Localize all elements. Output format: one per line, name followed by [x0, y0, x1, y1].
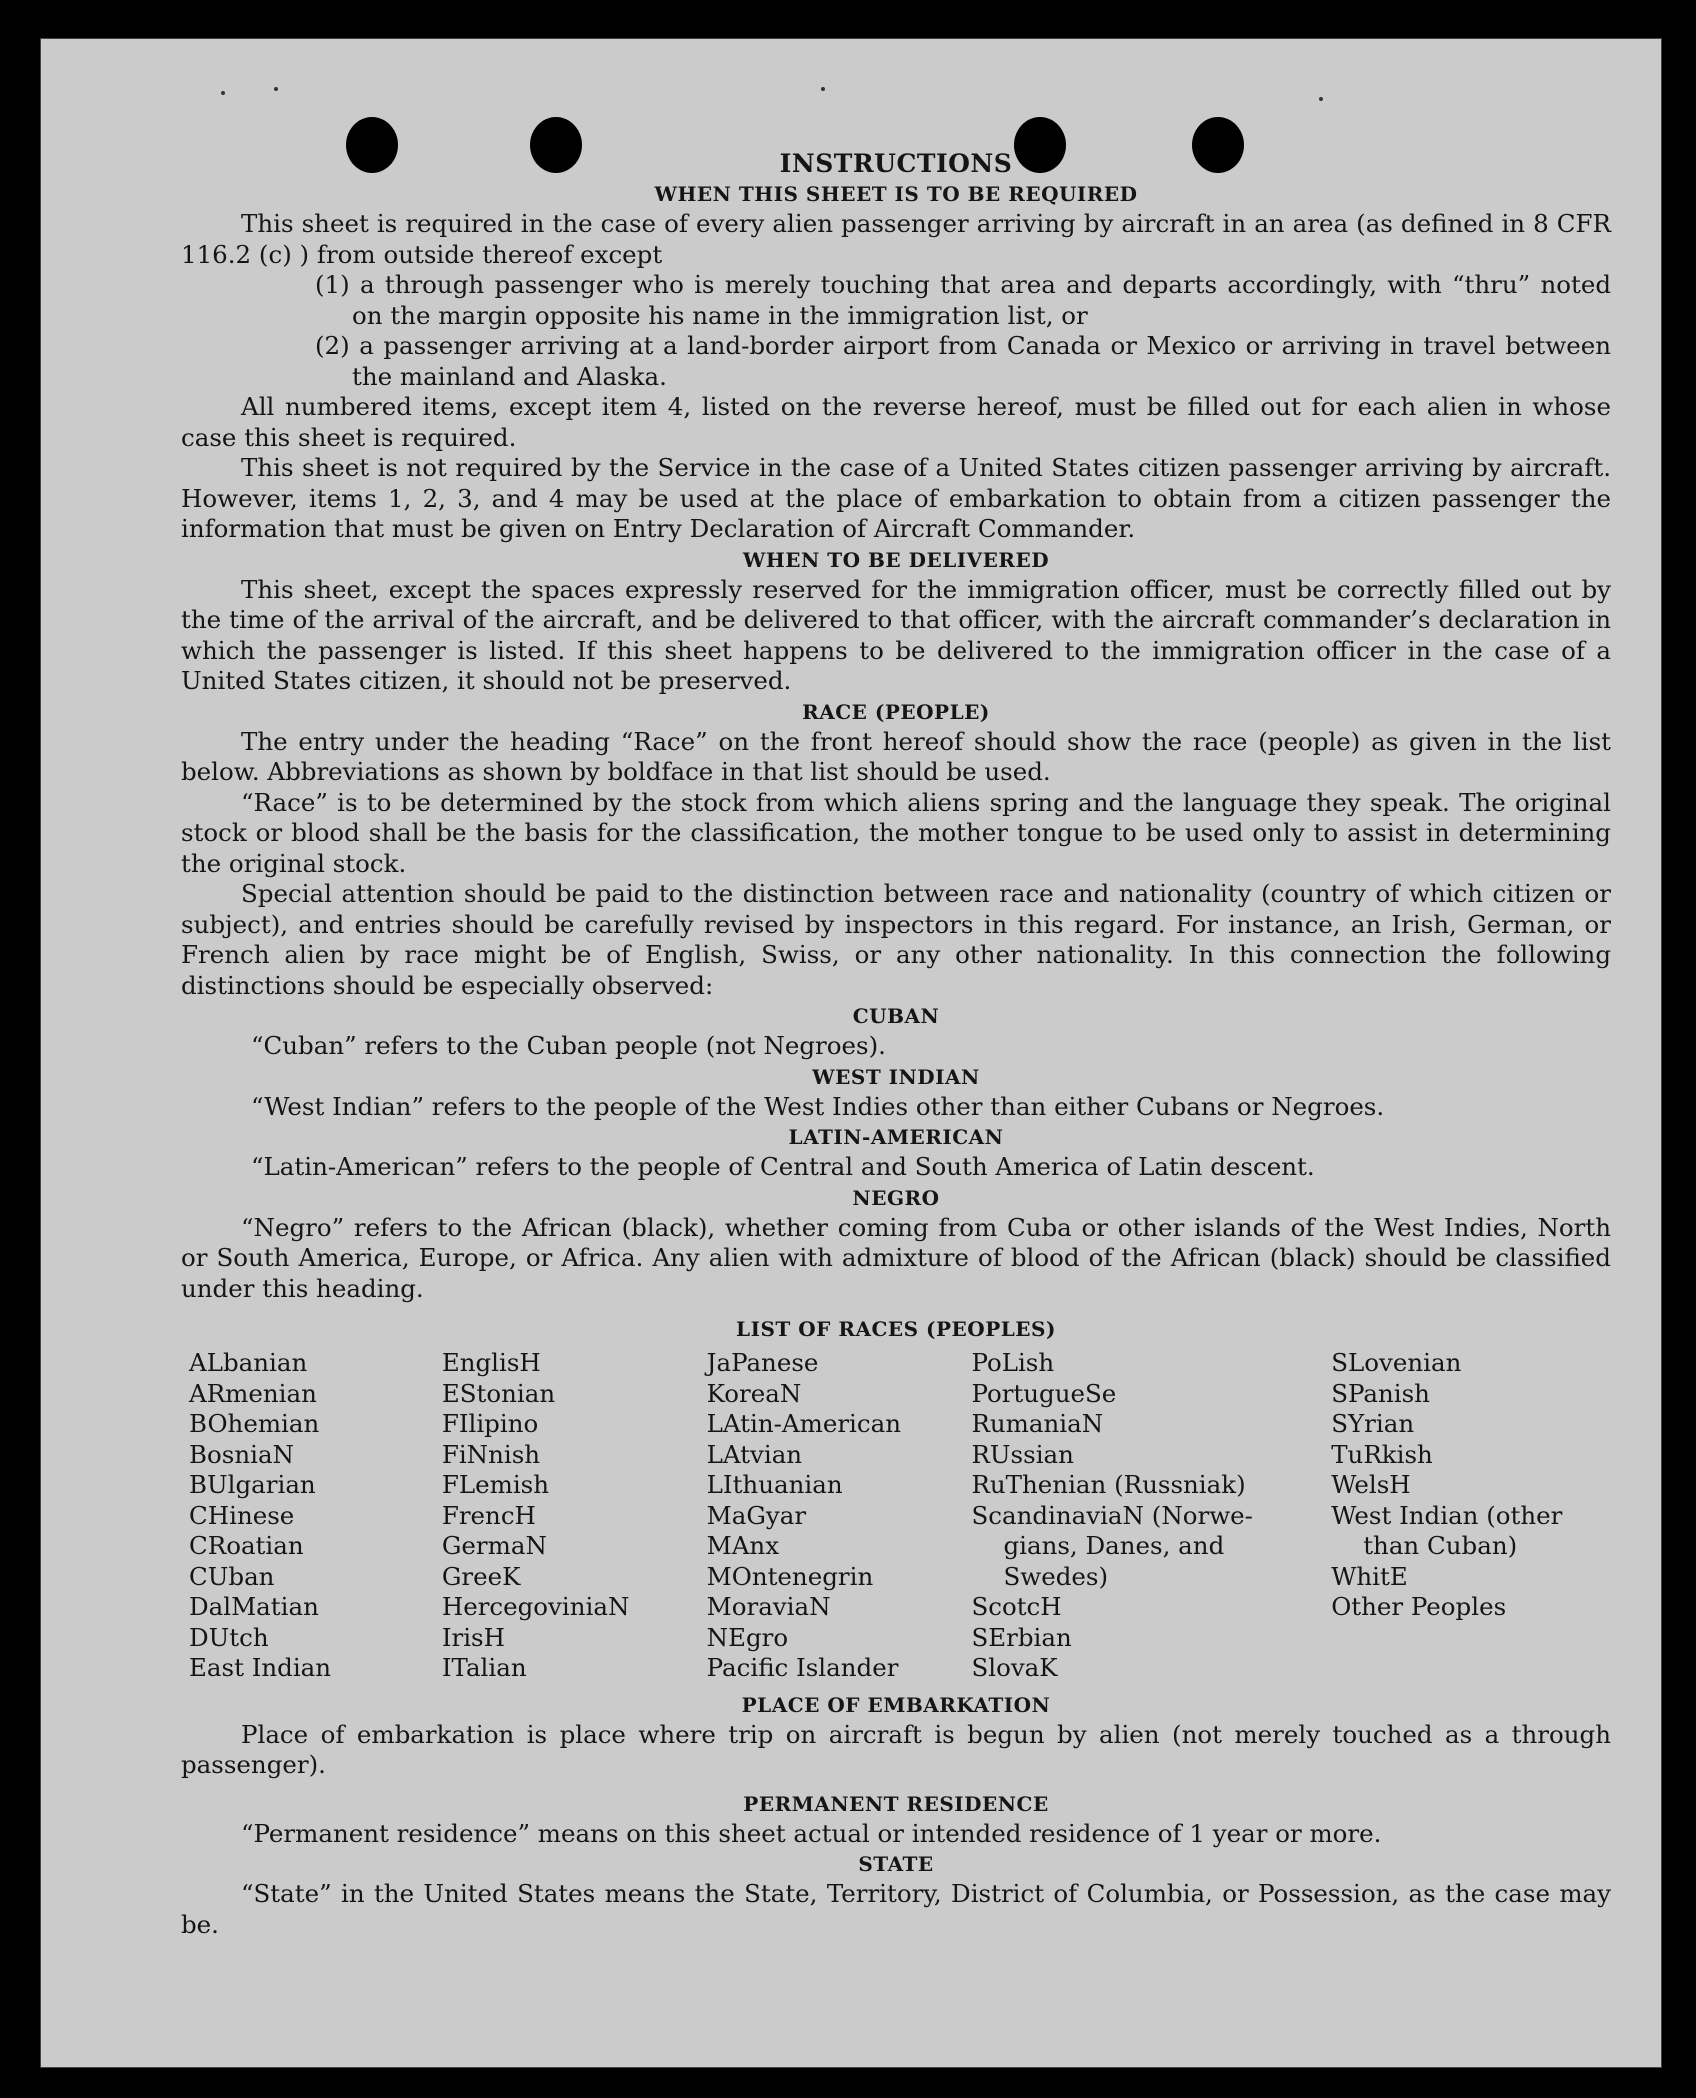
races-column [707, 1348, 972, 1684]
section-heading-races-list: LIST OF RACES (PEOPLES) [736, 1317, 1056, 1341]
definition-text: “West Indian” refers to the people of the West Indies other than either Cubans or Negroes. [251, 1091, 1385, 1121]
page-title: INSTRUCTIONS [779, 149, 1013, 178]
paragraph: All numbered items, except item 4, listed on the reverse hereof, must be filled out for each alien in whose case this sheet is required. [181, 392, 1611, 452]
race-entry: CHinese [189, 1500, 295, 1530]
section-heading-race: RACE (PEOPLE) [802, 699, 990, 724]
definition-text: “Negro” refers to the African (black), whether coming from Cuba or other islands of the West Indies, North or South America, Europe, or Africa. Any alien with admixture of blood of the African (black) should be classified under this heading. [181, 1212, 1611, 1303]
race-entry: Other Peoples [1331, 1592, 1507, 1621]
definition-text: “State” in the United States means the State, Territory, District of Columbia, or Possession, as the case may be. [181, 1879, 1611, 1939]
race-entry: CRoatian [189, 1531, 304, 1560]
section-heading-embarkation: PLACE OF EMBARKATION [741, 1692, 1051, 1717]
race-entry: SYrian [1331, 1409, 1415, 1438]
race-entry: FrencH [441, 1500, 536, 1530]
race-entry: IrisH [441, 1622, 505, 1652]
race-entry: WelsH [1331, 1470, 1411, 1499]
section-heading-state: STATE [858, 1852, 934, 1876]
race-entry: NEgro [706, 1622, 789, 1652]
race-entry: BUlgarian [189, 1470, 316, 1499]
speck [274, 87, 278, 91]
list-item: (1) a through passenger who is merely touching that area and departs accordingly, with “thru” noted on the margin opposite his name in the immigration list, or [315, 270, 1611, 330]
race-entry: SErbian [971, 1622, 1072, 1652]
list-item: (2) a passenger arriving at a land-border airport from Canada or Mexico or arriving in travel between the mainland and Alaska. [315, 331, 1611, 391]
race-entry: ALbanian [189, 1348, 308, 1377]
section-heading-residence: PERMANENT RESIDENCE [743, 1791, 1049, 1816]
section-heading-required: WHEN THIS SHEET IS TO BE REQUIRED [654, 182, 1138, 206]
speck [821, 87, 825, 91]
paragraph: This sheet is not required by the Service in the case of a United States citizen passenger arriving by aircraft. However, items 1, 2, 3, and 4 may be used at the place of embarkation to obtain from a citizen passenger the information that must be given on Entry Declaration of Aircraft Commander. [181, 453, 1611, 543]
paragraph: Special attention should be paid to the distinction between race and nationality (country of which citizen or subject), and entries should be carefully revised by inspectors in this regard. For instance, an Irish, German, or French alien by race might be of English, Swiss, or any other nationality. In this connection the following distinctions should be especially observed: [181, 879, 1611, 1000]
race-entry: ARmenian [189, 1378, 317, 1408]
section-heading-delivered: WHEN TO BE DELIVERED [742, 547, 1050, 572]
races-column [1331, 1348, 1611, 1684]
race-entry: FLemish [441, 1470, 550, 1499]
race-entry: MaGyar [706, 1500, 807, 1530]
race-entry: RuThenian (Russniak) [971, 1470, 1246, 1499]
race-entry: EStonian [441, 1378, 556, 1408]
race-entry: GermaN [441, 1531, 547, 1560]
definition-text: “Latin-American” refers to the people of Central and South America of Latin descent. [251, 1152, 1315, 1181]
section-heading-negro: NEGRO [852, 1185, 940, 1210]
paragraph: This sheet, except the spaces expressly reserved for the immigration officer, must be correctly filled out by the time of the arrival of the aircraft, and be delivered to that officer, with the aircraft commander’s declaration in which the passenger is listed. If this sheet happens to be delivered to the immigration officer in the case of a United States citizen, it should not be preserved. [181, 574, 1611, 695]
race-entry: CUban [189, 1561, 275, 1591]
races-column [189, 1348, 442, 1684]
race-entry: SlovaK [971, 1653, 1058, 1682]
races-list [189, 1348, 1611, 1684]
race-entry: SPanish [1331, 1378, 1430, 1408]
race-entry: DalMatian [189, 1592, 319, 1621]
race-entry: ScotcH [971, 1592, 1062, 1621]
race-entry: LIthuanian [706, 1470, 843, 1499]
race-entry: than Cuban) [1363, 1531, 1518, 1560]
race-entry: FIlipino [441, 1409, 539, 1438]
race-entry: West Indian (other [1331, 1500, 1563, 1530]
section-heading-west-indian: WEST INDIAN [812, 1064, 980, 1089]
races-column [971, 1348, 1331, 1684]
race-entry: PortugueSe [971, 1378, 1117, 1408]
races-column [442, 1348, 707, 1684]
race-entry: FiNnish [441, 1439, 541, 1469]
race-entry: HercegoviniaN [441, 1592, 630, 1621]
race-entry: SLovenian [1331, 1348, 1462, 1377]
section-heading-cuban: CUBAN [852, 1004, 940, 1028]
race-entry: BOhemian [189, 1409, 320, 1438]
race-entry: GreeK [441, 1561, 521, 1591]
race-entry: WhitE [1331, 1561, 1408, 1591]
race-entry: EnglisH [441, 1348, 541, 1377]
race-entry: DUtch [189, 1622, 269, 1652]
paragraph: The entry under the heading “Race” on the front hereof should show the race (people) as given in the list below. Abbreviations as shown by boldface in that list should be used. [181, 726, 1611, 786]
race-entry: ScandinaviaN (Norwe- [971, 1500, 1253, 1530]
race-entry: JaPanese [706, 1348, 819, 1377]
section-heading-latin-american: LATIN-AMERICAN [788, 1125, 1004, 1149]
race-entry: RUssian [971, 1439, 1074, 1469]
race-entry: TuRkish [1331, 1439, 1433, 1469]
instructions-content [181, 149, 1611, 1940]
paragraph: “Race” is to be determined by the stock from which aliens spring and the language they speak. The original stock or blood shall be the basis for the classification, the mother tongue to be used only to assist in determining the original stock. [181, 787, 1611, 878]
race-entry: LAtin-American [706, 1409, 901, 1438]
race-entry: PoLish [971, 1348, 1055, 1377]
definition-text: Place of embarkation is place where trip on aircraft is begun by alien (not merely touched as a through passenger). [181, 1719, 1611, 1779]
definition-text: “Cuban” refers to the Cuban people (not Negroes). [251, 1031, 886, 1060]
speck [221, 91, 225, 95]
race-entry: gians, Danes, and [1003, 1531, 1225, 1560]
race-entry: Pacific Islander [706, 1653, 899, 1682]
race-entry: MAnx [706, 1531, 780, 1560]
race-entry: MOntenegrin [706, 1561, 874, 1591]
race-entry: MoraviaN [706, 1592, 831, 1621]
race-entry: RumaniaN [971, 1409, 1104, 1438]
race-entry: LAtvian [706, 1439, 803, 1469]
definition-text: “Permanent residence” means on this sheet actual or intended residence of 1 year or more. [241, 1818, 1382, 1848]
race-entry: Swedes) [1003, 1561, 1109, 1591]
speck [1319, 97, 1323, 101]
race-entry: BosniaN [189, 1439, 294, 1469]
race-entry: KoreaN [706, 1378, 802, 1408]
race-entry: ITalian [441, 1653, 527, 1682]
paragraph: This sheet is required in the case of every alien passenger arriving by aircraft in an area (as defined in 8 CFR 116.2 (c) ) from outside thereof except [181, 209, 1611, 269]
race-entry: East Indian [189, 1653, 332, 1682]
document-sheet [40, 38, 1662, 2068]
